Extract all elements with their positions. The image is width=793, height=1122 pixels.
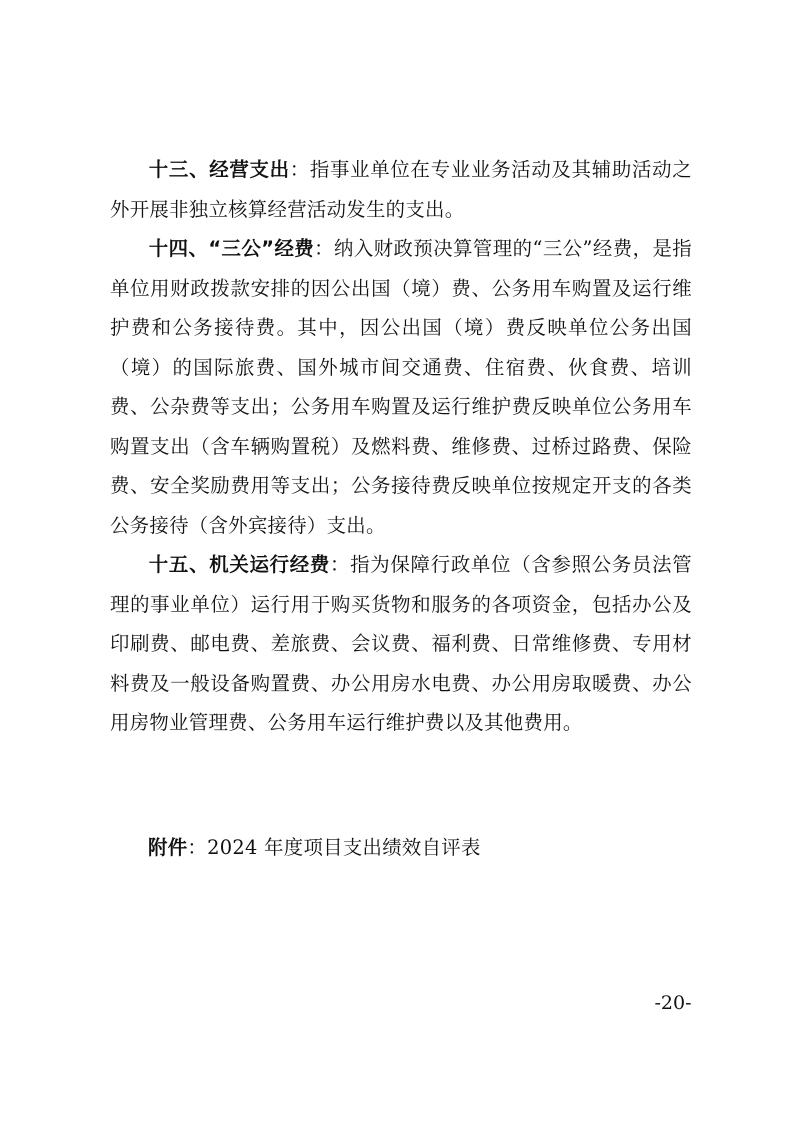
- attachment-title: ：2024 年度项目支出绩效自评表: [187, 836, 481, 859]
- definition-three-public-expenses: ：纳入财政预决算管理的“三公”经费，是指单位用财政拨款安排的因公出国（境）费、公务用车购置及运行维护费和公务接待费。其中，因公出国（境）费反映单位公务出国（境）的国际旅费、国外城市间交通费、住宿费、伙食费、培训费、公杂费等支出；公务用车购置及运行维护费反映单位公务用车购置支出（含车辆购置税）及燃料费、维修费、过桥过路费、保险费、安全奖励费用等支出；公务接待费反映单位按规定开支的各类公务接待（含外宾接待）支出。: [110, 237, 692, 537]
- glossary-section: [110, 150, 692, 743]
- attachment-line: [148, 828, 481, 868]
- definition-operating-funds: ：指为保障行政单位（含参照公务员法管理的事业单位）运行用于购买货物和服务的各项资金，包括办公及印刷费、邮电费、差旅费、会议费、福利费、日常维修费、专用材料费及一般设备购置费、办公用房水电费、办公用房取暖费、办公用房物业管理费、公务用车运行维护费以及其他费用。: [110, 553, 692, 734]
- term-business-expenditure: 十三、经营支出: [148, 158, 290, 181]
- glossary-paragraph-three-public-expenses: [110, 229, 692, 545]
- definition-business-expenditure: ：指事业单位在专业业务活动及其辅助活动之外开展非独立核算经营活动发生的支出。: [110, 158, 692, 221]
- page-number: -20-: [654, 992, 692, 1014]
- attachment-label: 附件: [148, 836, 188, 859]
- term-three-public-expenses: 十四、“三公”经费: [148, 237, 315, 260]
- glossary-paragraph-operating-funds: [110, 545, 692, 743]
- term-operating-funds: 十五、机关运行经费: [148, 553, 331, 576]
- glossary-paragraph-business-expenditure: [110, 150, 692, 229]
